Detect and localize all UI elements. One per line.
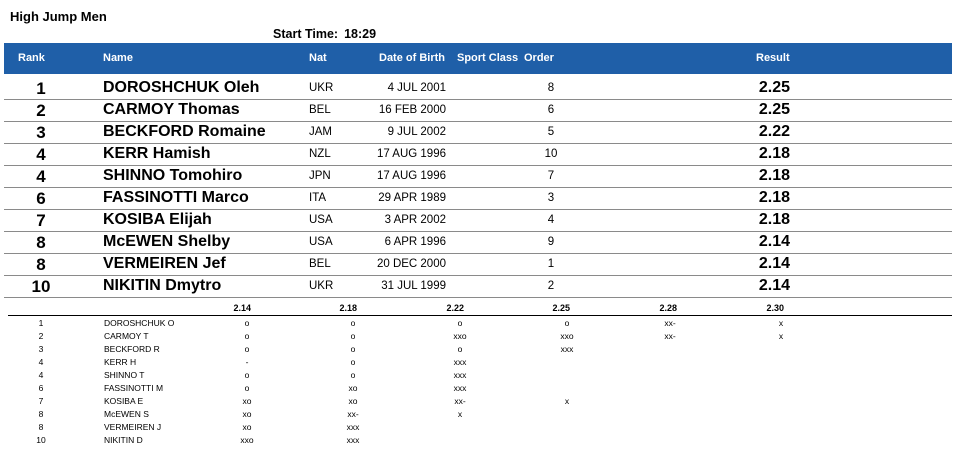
attempt-cell: o — [457, 318, 463, 328]
progression-rank: 10 — [36, 435, 46, 445]
progression-athlete-name: BECKFORD R — [104, 344, 160, 354]
progression-athlete-name: KERR H — [104, 357, 137, 367]
progression-divider — [8, 315, 952, 316]
result-cell: 2.18 — [758, 211, 790, 228]
header-nat: Nat — [309, 52, 327, 64]
start-time-label: Start Time: — [273, 27, 339, 41]
header-name: Name — [103, 52, 133, 64]
rank-cell: 4 — [36, 145, 46, 164]
rank-cell: 10 — [31, 277, 51, 296]
attempt-cell: o — [350, 357, 356, 367]
progression-row — [0, 369, 960, 382]
nationality-cell: BEL — [309, 104, 331, 116]
attempt-cell: o — [350, 344, 356, 354]
progression-athlete-name: DOROSHCHUK O — [104, 318, 175, 328]
athlete-name: CARMOY Thomas — [103, 101, 240, 118]
date-of-birth-cell: 31 JUL 1999 — [381, 280, 446, 292]
attempt-cell: o — [350, 331, 356, 341]
athlete-name: KOSIBA Elijah — [103, 211, 212, 228]
athlete-name: KERR Hamish — [103, 145, 211, 162]
table-row — [4, 254, 952, 276]
athlete-name: DOROSHCHUK Oleh — [103, 79, 260, 96]
attempt-cell: - — [245, 357, 249, 367]
attempt-cell: xxx — [453, 357, 467, 367]
order-cell: 7 — [547, 170, 555, 182]
attempt-cell: xxx — [346, 422, 360, 432]
progression-row — [0, 343, 960, 356]
attempt-cell: xxo — [560, 331, 574, 341]
attempt-cell: xo — [242, 409, 252, 419]
header-sport-class: Sport Class — [457, 52, 519, 64]
height-label: 2.30 — [766, 303, 784, 313]
result-cell: 2.18 — [758, 167, 790, 184]
progression-row — [0, 408, 960, 421]
date-of-birth-cell: 20 DEC 2000 — [376, 258, 446, 270]
attempt-cell: o — [244, 331, 250, 341]
rank-cell: 7 — [36, 211, 46, 230]
attempt-cell: xo — [348, 396, 358, 406]
results-table-body — [4, 78, 952, 298]
attempt-cell: o — [350, 370, 356, 380]
order-cell: 8 — [547, 82, 555, 94]
progression-rank: 7 — [38, 396, 44, 406]
attempt-cell: o — [350, 318, 356, 328]
date-of-birth-cell: 3 APR 2002 — [384, 214, 446, 226]
result-cell: 2.14 — [758, 233, 790, 250]
attempt-cell: xxx — [346, 435, 360, 445]
date-of-birth-cell: 17 AUG 1996 — [376, 170, 446, 182]
attempt-cell: xx- — [664, 318, 676, 328]
table-row — [4, 100, 952, 122]
athlete-name: VERMEIREN Jef — [103, 255, 226, 272]
table-row — [4, 78, 952, 100]
attempt-cell: xxx — [453, 370, 467, 380]
attempt-cell: x — [457, 409, 463, 419]
progression-row — [0, 395, 960, 408]
table-row — [4, 210, 952, 232]
date-of-birth-cell: 29 APR 1989 — [378, 192, 446, 204]
result-cell: 2.14 — [758, 277, 790, 294]
progression-rank: 6 — [38, 383, 44, 393]
nationality-cell: USA — [309, 214, 333, 226]
attempt-cell: xx- — [454, 396, 466, 406]
progression-athlete-name: VERMEIREN J — [104, 422, 162, 432]
nationality-cell: ITA — [309, 192, 327, 204]
progression-row — [0, 317, 960, 330]
header-rank: Rank — [18, 52, 45, 64]
progression-rank: 8 — [38, 409, 44, 419]
result-cell: 2.25 — [758, 79, 790, 96]
start-time-value: 18:29 — [344, 27, 377, 41]
attempt-cell: o — [244, 383, 250, 393]
height-label: 2.22 — [446, 303, 464, 313]
order-cell: 1 — [547, 258, 555, 270]
athlete-name: FASSINOTTI Marco — [103, 189, 249, 206]
result-cell: 2.25 — [758, 101, 790, 118]
attempt-cell: x — [778, 331, 784, 341]
athlete-name: BECKFORD Romaine — [103, 123, 266, 140]
athlete-name: McEWEN Shelby — [103, 233, 231, 250]
rank-cell: 8 — [36, 255, 46, 274]
order-cell: 6 — [547, 104, 555, 116]
rank-cell: 2 — [36, 101, 46, 120]
progression-athlete-name: KOSIBA E — [104, 396, 144, 406]
header-order: Order — [524, 52, 554, 64]
progression-rank: 8 — [38, 422, 44, 432]
progression-row — [0, 421, 960, 434]
progression-rank: 1 — [38, 318, 44, 328]
progression-rank: 2 — [38, 331, 44, 341]
height-label: 2.14 — [233, 303, 251, 313]
progression-athlete-name: NIKITIN D — [104, 435, 143, 445]
nationality-cell: UKR — [309, 82, 334, 94]
progression-rank: 4 — [38, 357, 44, 367]
athlete-name: NIKITIN Dmytro — [103, 277, 222, 294]
attempt-cell: xxo — [453, 331, 467, 341]
result-cell: 2.22 — [758, 123, 790, 140]
rank-cell: 1 — [36, 79, 46, 98]
order-cell: 3 — [547, 192, 555, 204]
athlete-name: SHINNO Tomohiro — [103, 167, 243, 184]
progression-heights — [0, 303, 960, 315]
result-cell: 2.14 — [758, 255, 790, 272]
attempt-cell: xx- — [664, 331, 676, 341]
result-cell: 2.18 — [758, 189, 790, 206]
page-title: High Jump Men — [10, 9, 107, 24]
progression-athlete-name: SHINNO T — [104, 370, 145, 380]
order-cell: 4 — [547, 214, 555, 226]
nationality-cell: BEL — [309, 258, 331, 270]
date-of-birth-cell: 9 JUL 2002 — [387, 126, 446, 138]
attempt-cell: xxo — [240, 435, 254, 445]
nationality-cell: NZL — [309, 148, 331, 160]
order-cell: 9 — [547, 236, 555, 248]
progression-table — [0, 317, 960, 447]
progression-row — [0, 356, 960, 369]
order-cell: 2 — [547, 280, 555, 292]
progression-athlete-name: CARMOY T — [104, 331, 149, 341]
date-of-birth-cell: 4 JUL 2001 — [387, 82, 446, 94]
nationality-cell: USA — [309, 236, 333, 248]
attempt-cell: x — [564, 396, 570, 406]
attempt-cell: xxx — [453, 383, 467, 393]
table-row — [4, 144, 952, 166]
date-of-birth-cell: 6 APR 1996 — [384, 236, 446, 248]
attempt-cell: o — [457, 344, 463, 354]
nationality-cell: UKR — [309, 280, 334, 292]
nationality-cell: JPN — [309, 170, 331, 182]
rank-cell: 4 — [36, 167, 46, 186]
table-row — [4, 276, 952, 298]
date-of-birth-cell: 16 FEB 2000 — [378, 104, 446, 116]
table-row — [4, 122, 952, 144]
order-cell: 5 — [547, 126, 555, 138]
progression-row — [0, 382, 960, 395]
table-row — [4, 232, 952, 254]
table-row — [4, 166, 952, 188]
attempt-cell: xx- — [347, 409, 359, 419]
attempt-cell: o — [564, 318, 570, 328]
attempt-cell: o — [244, 344, 250, 354]
progression-athlete-name: FASSINOTTI M — [104, 383, 164, 393]
attempt-cell: o — [244, 318, 250, 328]
rank-cell: 6 — [36, 189, 46, 208]
progression-row — [0, 330, 960, 343]
attempt-cell: o — [244, 370, 250, 380]
header-date-of-birth: Date of Birth — [379, 52, 445, 64]
results-table-header — [4, 43, 952, 74]
result-cell: 2.18 — [758, 145, 790, 162]
date-of-birth-cell: 17 AUG 1996 — [376, 148, 446, 160]
height-label: 2.25 — [552, 303, 570, 313]
table-row — [4, 188, 952, 210]
progression-athlete-name: McEWEN S — [104, 409, 149, 419]
attempt-cell: xxx — [560, 344, 574, 354]
progression-row — [0, 434, 960, 447]
start-time — [273, 27, 376, 41]
attempt-cell: x — [778, 318, 784, 328]
order-cell: 10 — [544, 148, 558, 160]
height-label: 2.18 — [339, 303, 357, 313]
progression-rank: 4 — [38, 370, 44, 380]
progression-rank: 3 — [38, 344, 44, 354]
attempt-cell: xo — [348, 383, 358, 393]
attempt-cell: xo — [242, 396, 252, 406]
nationality-cell: JAM — [309, 126, 332, 138]
rank-cell: 8 — [36, 233, 46, 252]
rank-cell: 3 — [36, 123, 46, 142]
attempt-cell: xo — [242, 422, 252, 432]
height-label: 2.28 — [659, 303, 677, 313]
header-result: Result — [756, 52, 790, 64]
